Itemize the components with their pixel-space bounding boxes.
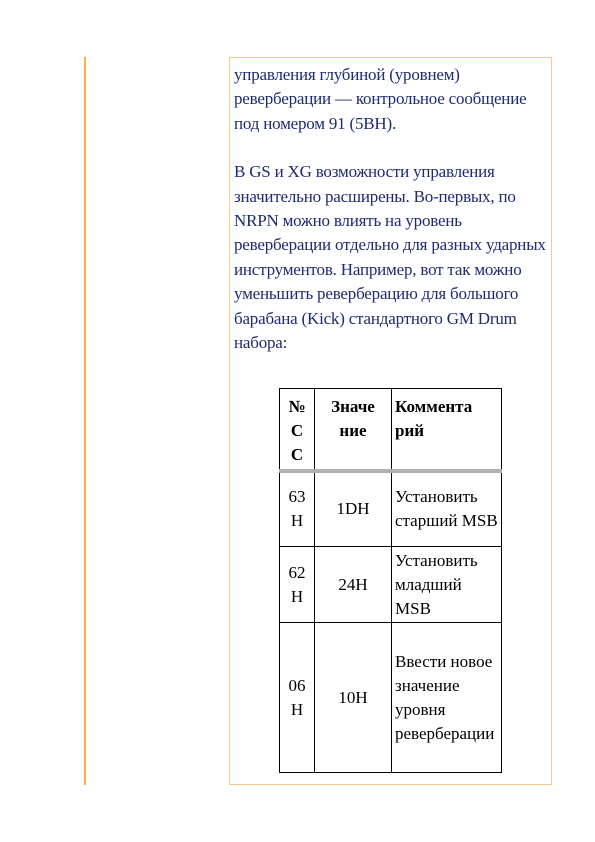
- paragraph-2: В GS и XG возможности управления значительно расширены. Во-первых, по NRPN можно влиять на уровень реверберации отдельно для разных ударных инструментов. Например, вот так можно уменьшить реверберацию для большого барабана (Kick) стандартного GM Drum набора:: [234, 162, 546, 353]
- left-margin-rule: [84, 57, 86, 785]
- paragraph-1: управления глубиной (уровнем) реверберации — контрольное сообщение под номером 91 (5BH).: [234, 65, 527, 133]
- cell-comment: Установить старший MSB: [392, 471, 502, 547]
- header-comment: Коммента рий: [392, 389, 502, 471]
- table-row: [280, 547, 502, 623]
- header-number: № С С: [280, 389, 315, 471]
- table-header-row: [280, 389, 502, 471]
- cell-value: 24H: [315, 547, 392, 623]
- body-text: [234, 63, 550, 355]
- cell-comment: Ввести новое значение уровня реверберации: [392, 623, 502, 773]
- cell-number: 63 H: [280, 471, 315, 547]
- nrpn-table: [279, 388, 502, 773]
- cell-number: 06 H: [280, 623, 315, 773]
- table-row: [280, 471, 502, 547]
- cell-comment: Установить младший MSB: [392, 547, 502, 623]
- cell-value: 1DH: [315, 471, 392, 547]
- cell-value: 10H: [315, 623, 392, 773]
- cell-number: 62 H: [280, 547, 315, 623]
- table-row: [280, 623, 502, 773]
- header-value: Значе ние: [315, 389, 392, 471]
